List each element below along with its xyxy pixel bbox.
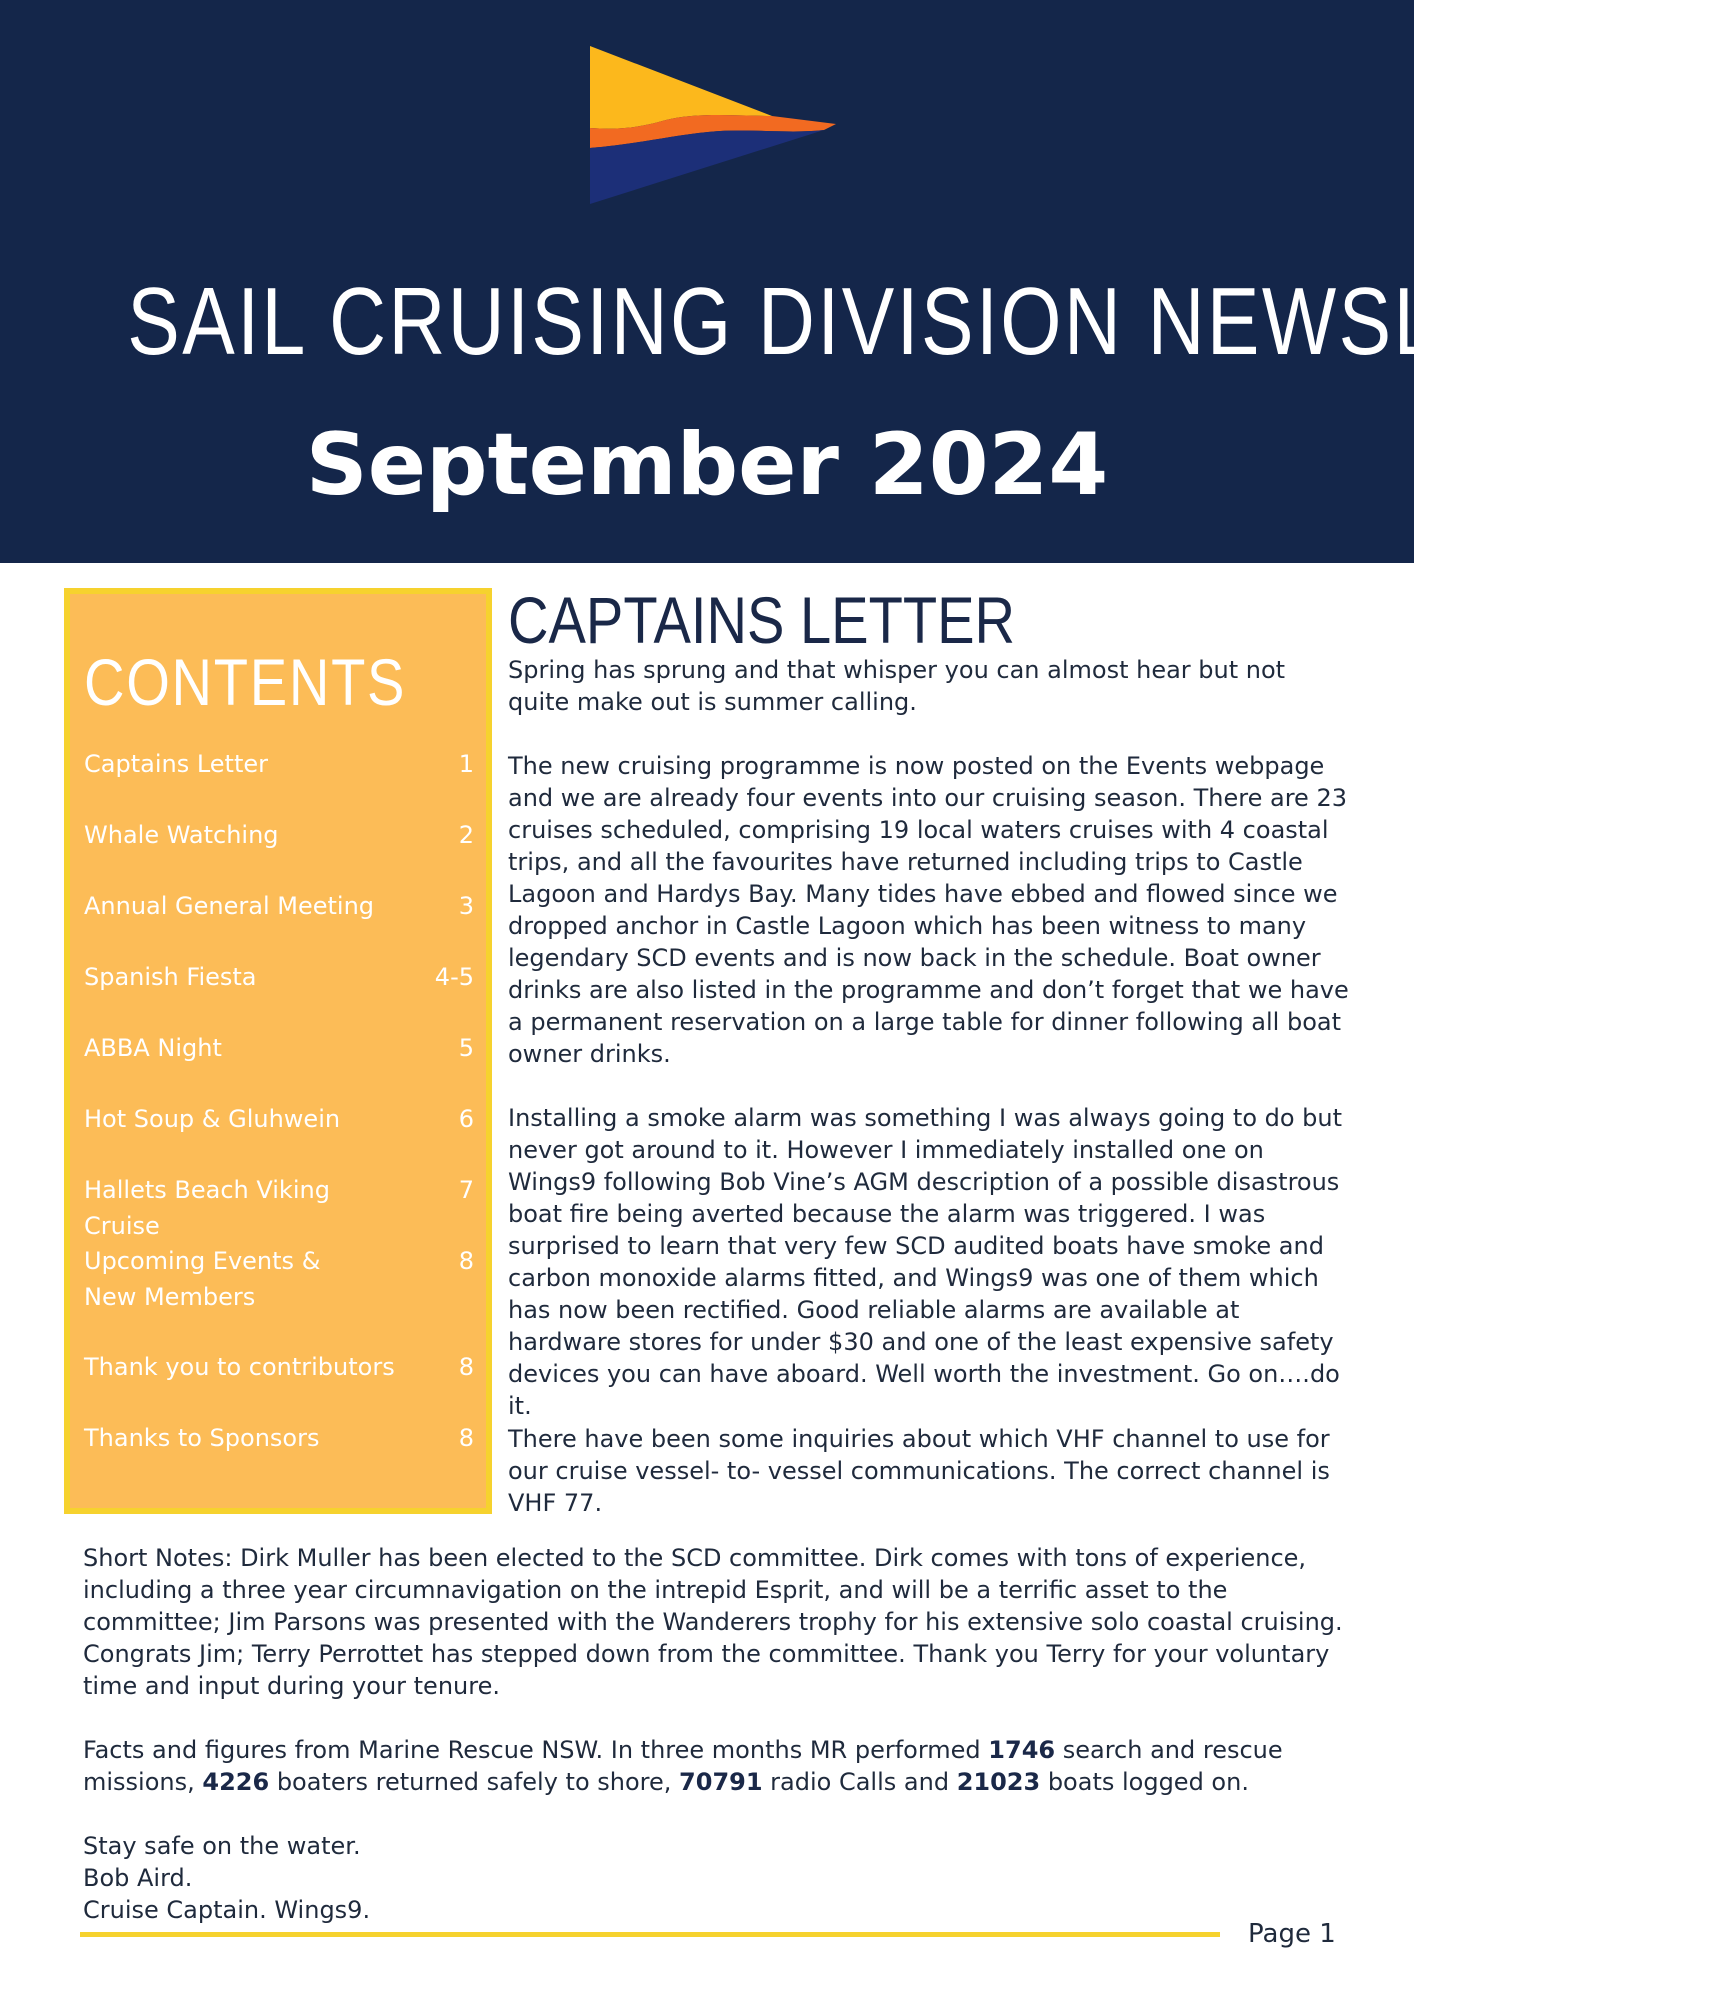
toc-item-page: 8	[458, 1424, 474, 1452]
toc-item-page: 4-5	[434, 963, 474, 991]
toc-item-page: 5	[458, 1034, 474, 1062]
facts-and-figures	[83, 1734, 1353, 1798]
toc-item-page: 2	[458, 821, 474, 849]
sign-off	[83, 1830, 1353, 1926]
contents-heading: CONTENTS	[84, 645, 407, 719]
sign-off-name: Bob Aird.	[83, 1864, 193, 1892]
toc-item-label: Captains Letter	[84, 750, 268, 778]
letter-paragraph-programme: The new cruising programme is now posted on the Events webpage and we are already four events into our cruising season. There are 23 cruises scheduled, comprising 19 local waters cruises with 4 coastal trips, and all the favourites have returned including trips to Castle Lagoon and Hardys Bay. Many tides have ebbed and flowed since we dropped anchor in Castle Lagoon which has been witness to many legendary SCD events and is now back in the schedule. Boat owner drinks are also listed in the programme and don’t forget that we have a permanent reservation on a large table for dinner following all boat owner drinks.	[508, 752, 1349, 1068]
facts-text: boaters returned safely to shore,	[269, 1768, 680, 1796]
newsletter-header	[0, 0, 1710, 563]
facts-text: boats logged on.	[1040, 1768, 1249, 1796]
stat-boats-logged: 21023	[956, 1768, 1041, 1796]
toc-item-label-line1: Upcoming Events &	[84, 1247, 321, 1275]
toc-item-page: 7	[458, 1176, 474, 1204]
pennant-flag-logo	[588, 44, 840, 204]
short-notes: Short Notes: Dirk Muller has been elected to the SCD committee. Dirk comes with tons of experience, including a three year circumnavigation on the intrepid Esprit, and will be a terrific asset to the committee; Jim Parsons was presented with the Wanderers trophy for his extensive solo coastal cruising. Congrats Jim; Terry Perrottet has stepped down from the committee. Thank you Terry for your voluntary time and input during your tenure.	[83, 1544, 1343, 1700]
toc-item-label	[84, 1243, 404, 1315]
captains-letter-heading: CAPTAINS LETTER	[508, 583, 1016, 657]
toc-item-page: 8	[458, 1353, 474, 1381]
toc-item-label: Annual General Meeting	[84, 892, 375, 920]
toc-item[interactable]	[84, 1243, 474, 1315]
sign-off-title: Cruise Captain. Wings9.	[83, 1896, 371, 1924]
toc-item-page: 1	[458, 750, 474, 778]
stat-radio-calls: 70791	[679, 1768, 763, 1796]
toc-item-page: 6	[458, 1105, 474, 1133]
letter-paragraph-intro: Spring has sprung and that whisper you can almost hear but not quite make out is summer calling.	[508, 656, 1286, 716]
newsletter-title: SAIL CRUISING DIVISION NEWSLETTER	[127, 268, 1710, 375]
contents-box	[64, 588, 492, 1514]
toc-item-label: Thank you to contributors	[84, 1353, 395, 1381]
toc-item-label: ABBA Night	[84, 1034, 222, 1062]
toc-item-label: Hot Soup & Gluhwein	[84, 1105, 341, 1133]
footer-divider	[80, 1932, 1220, 1937]
stat-search-rescue-missions: 1746	[988, 1736, 1056, 1764]
facts-text: Facts and figures from Marine Rescue NSW. In three months MR performed	[83, 1736, 989, 1764]
toc-item-label: Whale Watching	[84, 821, 279, 849]
sign-off-line: Stay safe on the water.	[83, 1832, 361, 1860]
toc-item-label-line2: New Members	[84, 1283, 256, 1311]
page-number: Page 1	[1248, 1919, 1336, 1949]
stat-boaters-returned: 4226	[202, 1768, 270, 1796]
letter-paragraph-vhf: There have been some inquiries about which VHF channel to use for our cruise vessel- to- vessel communications. The correct channel is VHF 77.	[508, 1425, 1330, 1517]
toc-item-page: 3	[458, 892, 474, 920]
facts-text: search and rescue missions,	[83, 1736, 1283, 1796]
facts-text: radio Calls and	[762, 1768, 957, 1796]
issue-date: September 2024	[305, 415, 1109, 515]
toc-item-label: Spanish Fiesta	[84, 963, 257, 991]
toc-item-label: Thanks to Sponsors	[84, 1424, 320, 1452]
toc-item-label: Hallets Beach Viking Cruise	[84, 1176, 330, 1240]
letter-paragraph-smoke-alarm: Installing a smoke alarm was something I was always going to do but never got around to it. However I immediately installed one on Wings9 following Bob Vine’s AGM description of a possible disastrous boat fire being averted because the alarm was triggered. I was surprised to learn that very few SCD audited boats have smoke and carbon monoxide alarms fitted, and Wings9 was one of them which has now been rectified. Good reliable alarms are available at hardware stores for under $30 and one of the least expensive safety devices you can have aboard. Well worth the investment. Go on….do it.	[508, 1104, 1343, 1420]
toc-item-page: 8	[458, 1247, 474, 1275]
